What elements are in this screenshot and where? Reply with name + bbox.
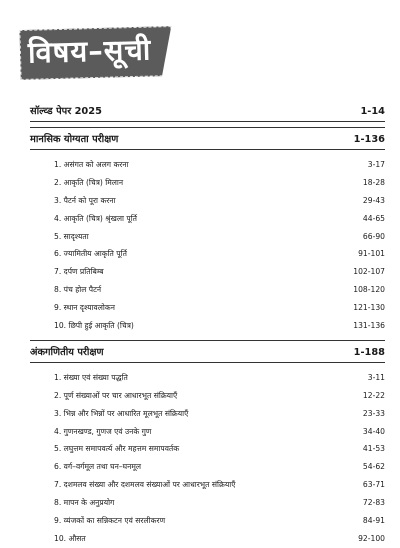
section-pages: 1-188 [353,346,385,358]
toc-item-label: 1. असंगत को अलग करना [54,160,129,169]
toc-item[interactable] [30,228,385,246]
toc-item[interactable] [30,156,385,174]
toc-item-pages: 3-17 [367,160,385,169]
toc-item-label: 8. पंच होल पैटर्न [54,285,102,295]
toc-item-pages: 92-100 [358,533,385,543]
toc-item-pages: 72-83 [362,498,385,508]
toc-item-pages: 3-11 [367,372,385,382]
toc-item-pages: 108-120 [353,285,385,295]
section-arithmetic[interactable] [30,340,385,363]
toc-item-pages: 34-40 [362,426,385,436]
toc-item[interactable] [30,440,385,458]
page-title: विषय–सूची [27,32,152,70]
toc-item-pages: 41-53 [362,444,385,454]
toc-item-label: 4. आकृति (चित्र) श्रृंखला पूर्ति [54,213,138,223]
toc-item-pages: 29-43 [362,195,385,205]
toc-item[interactable] [30,263,385,281]
toc-item-label: 6. वर्ग–वर्गमूल तथा घन–घनमूल [54,462,142,472]
toc-item-pages: 102-107 [353,267,385,277]
section-title: अंकगणितीय परीक्षण [30,346,104,358]
toc-item-label: 10. छिपी हुई आकृति (चित्र) [54,321,134,331]
toc-item-pages: 84-91 [362,516,385,526]
toc-item-pages: 66-90 [362,231,385,241]
section-title: सॉल्व्ड पेपर 2025 [30,106,102,117]
toc-item-label: 6. ज्यामितीय आकृति पूर्ति [54,249,127,259]
section-solved-paper[interactable] [30,100,385,122]
section-mental-ability[interactable] [30,127,385,150]
section-pages: 1-14 [360,106,385,117]
toc-item-label: 4. गुणनखण्ड, गुणज एवं उनके गुण [54,426,152,436]
toc-item[interactable] [30,299,385,317]
toc-item-pages: 63-71 [362,480,385,490]
toc-item[interactable] [30,512,385,530]
toc-item[interactable] [30,458,385,476]
toc-item-label: 8. मापन के अनुप्रयोग [54,498,115,508]
toc-item-pages: 18-28 [362,177,385,187]
toc-item[interactable] [30,369,385,387]
toc-item[interactable] [30,245,385,263]
toc-item[interactable] [30,423,385,441]
toc-item-label: 3. पैटर्न को पूरा करना [54,195,116,205]
toc-item[interactable] [30,174,385,192]
toc-item-pages: 121-130 [353,303,385,313]
toc-item[interactable] [30,530,385,548]
toc-item[interactable] [30,317,385,335]
toc-item-label: 2. पूर्ण संख्याओं पर चार आधारभूत संक्रियाएँ [54,390,178,400]
toc-item[interactable] [30,192,385,210]
toc-item[interactable] [30,281,385,299]
toc-item-label: 9. व्यंजकों का सन्निकटन एवं सरलीकरण [54,516,166,526]
toc-item-label: 3. भिन्न और भिन्नों पर आधारित मूलभूत संक्रियाएँ [54,408,189,418]
toc-item[interactable] [30,494,385,512]
toc-item[interactable] [30,405,385,423]
toc-item-pages: 23-33 [362,408,385,418]
toc-item-pages: 131-136 [353,321,385,331]
section-pages: 1-136 [353,134,385,145]
section-title: मानसिक योग्यता परीक्षण [30,134,119,145]
toc-item-pages: 12-22 [362,390,385,400]
toc-item-label: 7. दर्पण प्रतिबिम्ब [54,267,104,277]
toc-item[interactable] [30,476,385,494]
table-of-contents [30,100,385,548]
toc-item-label: 10. औसत [54,533,86,543]
toc-item-label: 5. सादृश्यता [54,231,89,241]
toc-item-label: 2. आकृति (चित्र) मिलान [54,177,124,187]
toc-item[interactable] [30,387,385,405]
toc-item-label: 5. लघुत्तम समापवर्त्य और महत्तम समापवर्तक [54,444,180,454]
toc-item-label: 1. संख्या एवं संख्या पद्धति [54,372,128,382]
toc-item-pages: 44-65 [362,213,385,223]
toc-item-pages: 91-101 [358,249,385,259]
toc-item[interactable] [30,210,385,228]
toc-item-label: 7. दशमलव संख्या और दशमलव संख्याओं पर आधारभूत संक्रियाएँ [54,480,236,490]
toc-item-label: 9. स्थान दृश्यावलोकन [54,303,115,313]
toc-item-pages: 54-62 [362,462,385,472]
